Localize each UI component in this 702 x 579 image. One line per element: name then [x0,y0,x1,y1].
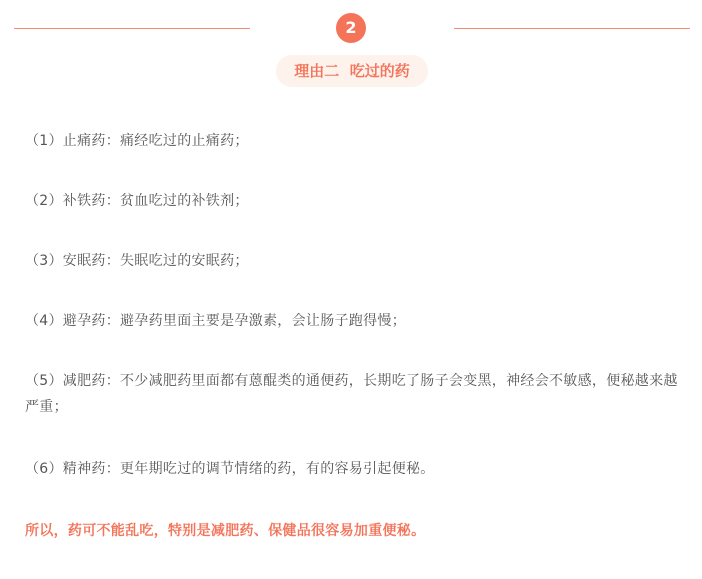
list-item-contraceptive: （4）避孕药：避孕药里面主要是孕激素，会让肠子跑得慢； [25,313,407,329]
section-title: 理由二 吃过的药 [276,55,428,87]
list-item-diet-pill: （5）减肥药：不少减肥药里面都有蒽醌类的通便药，长期吃了肠子会变黑，神经会不敏感，便秘越来越严重； [25,373,678,415]
list-item-painkiller: （1）止痛药：痛经吃过的止痛药； [25,133,249,149]
list-item-psychiatric-drug: （6）精神药：更年期吃过的调节情绪的药，有的容易引起便秘。 [25,461,435,477]
list-item-iron-supplement: （2）补铁药：贫血吃过的补铁剂； [25,193,249,209]
divider-line-left [14,28,250,29]
section-number-badge: 2 [336,13,366,43]
conclusion-text: 所以，药可不能乱吃，特别是减肥药、保健品很容易加重便秘。 [25,523,426,539]
section-header [0,0,702,95]
divider-line-right [454,28,690,29]
list-item-sleeping-pill: （3）安眠药：失眠吃过的安眠药； [25,253,249,269]
